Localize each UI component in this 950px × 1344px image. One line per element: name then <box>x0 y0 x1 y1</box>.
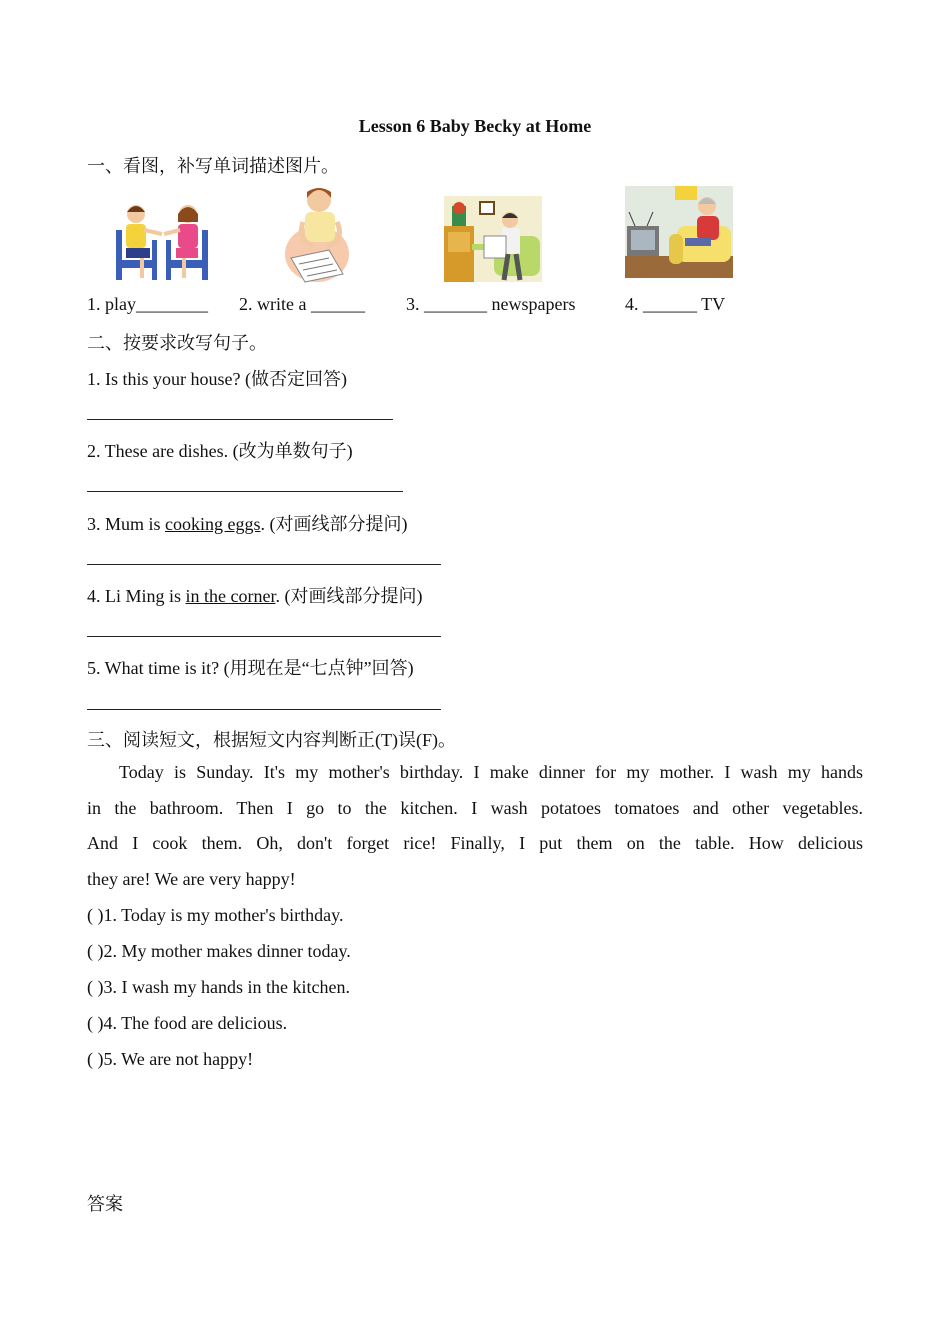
true-false-item-1[interactable]: ( )1. Today is my mother's birthday. <box>87 905 344 925</box>
answer-line-5[interactable] <box>87 709 441 710</box>
passage-line: they are! We are very happy! <box>87 868 296 889</box>
section2-heading: 二、按要求改写句子。 <box>87 333 267 353</box>
question-1: 1. Is this your house? (做否定回答) <box>87 369 347 389</box>
man-reading-newspaper-picture <box>444 196 542 282</box>
reading-passage <box>87 755 863 897</box>
underlined-phrase: cooking eggs <box>165 514 261 534</box>
exercise-item-3: 3. _______ newspapers <box>406 294 576 314</box>
exercise-item-1: 1. play________ <box>87 294 208 314</box>
underlined-phrase: in the corner <box>185 586 276 606</box>
kids-playing-picture <box>112 200 210 284</box>
true-false-item-4[interactable]: ( )4. The food are delicious. <box>87 1013 288 1033</box>
answer-heading: 答案 <box>87 1194 123 1214</box>
answer-line-1[interactable] <box>87 419 393 420</box>
answer-line-3[interactable] <box>87 564 441 565</box>
exercise-item-2: 2. write a ______ <box>239 294 365 314</box>
section1-heading: 一、看图，补写单词描述图片。 <box>87 156 339 176</box>
true-false-item-2[interactable]: ( )2. My mother makes dinner today. <box>87 941 351 961</box>
exercise-item-4: 4. ______ TV <box>625 294 726 314</box>
answer-line-4[interactable] <box>87 636 441 637</box>
boy-writing-picture <box>283 184 353 284</box>
page-title: Lesson 6 Baby Becky at Home <box>358 116 592 136</box>
passage-line: Today is Sunday. It's my mother's birthday. I make dinner for my mother. I wash my hands <box>119 762 863 782</box>
question-3: 3. Mum is cooking eggs. (对画线部分提问) <box>87 514 408 534</box>
question-5: 5. What time is it? (用现在是“七点钟”回答) <box>87 658 414 678</box>
question-4: 4. Li Ming is in the corner. (对画线部分提问) <box>87 586 423 606</box>
grandma-watching-tv-picture <box>625 186 733 278</box>
section3-heading: 三、阅读短文，根据短文内容判断正(T)误(F)。 <box>87 730 456 750</box>
answer-line-2[interactable] <box>87 491 403 492</box>
passage-line: in the bathroom. Then I go to the kitchen. I wash potatoes tomatoes and other vegetables. <box>87 797 863 818</box>
question-2: 2. These are dishes. (改为单数句子) <box>87 441 353 461</box>
true-false-item-3[interactable]: ( )3. I wash my hands in the kitchen. <box>87 977 350 997</box>
true-false-item-5[interactable]: ( )5. We are not happy! <box>87 1049 254 1069</box>
passage-line: And I cook them. Oh, don't forget rice! Finally, I put them on the table. How delicious <box>87 833 863 853</box>
